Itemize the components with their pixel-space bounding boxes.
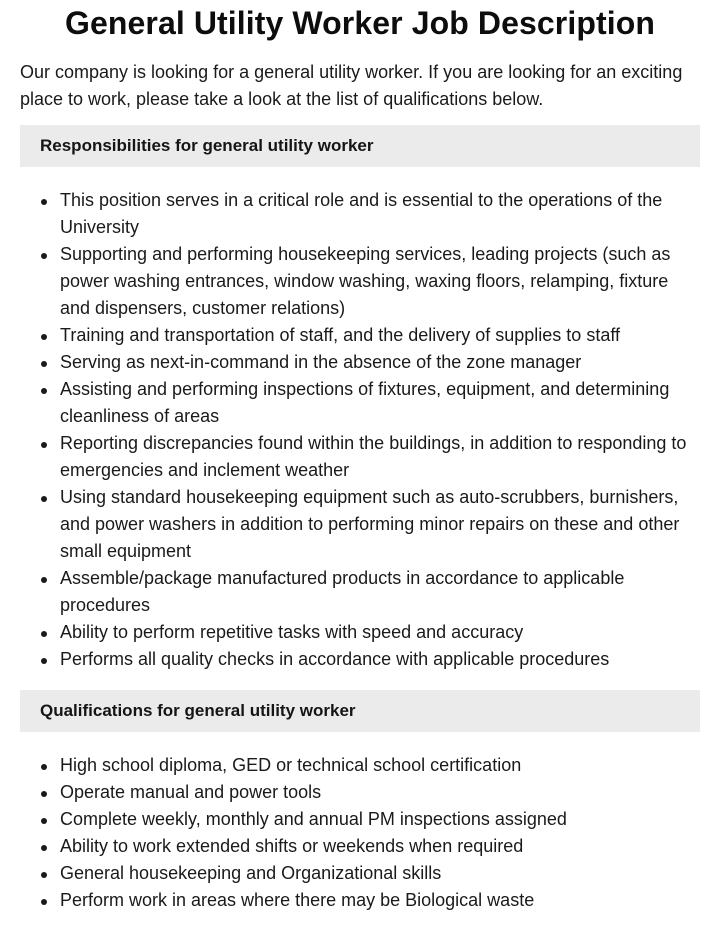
bullet-icon xyxy=(41,631,47,637)
bullet-icon xyxy=(41,253,47,259)
qualifications-list xyxy=(20,752,700,914)
list-item-text: High school diploma, GED or technical school certification xyxy=(60,755,522,775)
qualifications-heading: Qualifications for general utility worker xyxy=(20,690,700,732)
bullet-icon xyxy=(41,658,47,664)
list-item-text: Ability to work extended shifts or weekends when required xyxy=(60,836,524,856)
intro-paragraph: Our company is looking for a general utility worker. If you are looking for an exciting place to work, please take a look at the list of qualifications below. xyxy=(20,62,683,109)
page-title: General Utility Worker Job Description xyxy=(64,5,656,41)
bullet-icon xyxy=(41,845,47,851)
list-item xyxy=(20,484,700,565)
list-item-text: This position serves in a critical role and is essential to the operations of the University xyxy=(60,190,663,237)
bullet-icon xyxy=(41,496,47,502)
list-item-text: Ability to perform repetitive tasks with speed and accuracy xyxy=(60,622,524,642)
bullet-icon xyxy=(41,818,47,824)
list-item-text: Supporting and performing housekeeping services, leading projects (such as power washing entrances, window washing, waxing floors, relamping, fixture and dispensers, customer relations) xyxy=(60,244,671,318)
list-item-text: Using standard housekeeping equipment such as auto-scrubbers, burnishers, and power washers in addition to performing minor repairs on these and other small equipment xyxy=(60,487,680,561)
list-item xyxy=(20,322,700,349)
list-item xyxy=(20,833,700,860)
list-item-text: General housekeeping and Organizational skills xyxy=(60,863,442,883)
list-item-text: Complete weekly, monthly and annual PM inspections assigned xyxy=(60,809,567,829)
list-item-text: Operate manual and power tools xyxy=(60,782,322,802)
list-item xyxy=(20,565,700,619)
list-item xyxy=(20,752,700,779)
bullet-icon xyxy=(41,872,47,878)
list-item xyxy=(20,619,700,646)
list-item-text: Assisting and performing inspections of fixtures, equipment, and determining cleanliness of areas xyxy=(60,379,670,426)
list-item-text: Perform work in areas where there may be Biological waste xyxy=(60,890,535,910)
bullet-icon xyxy=(41,388,47,394)
list-item xyxy=(20,646,700,673)
bullet-icon xyxy=(41,199,47,205)
list-item xyxy=(20,349,700,376)
bullet-icon xyxy=(41,577,47,583)
bullet-icon xyxy=(41,361,47,367)
list-item xyxy=(20,376,700,430)
list-item xyxy=(20,187,700,241)
responsibilities-list xyxy=(20,187,700,673)
list-item xyxy=(20,806,700,833)
list-item xyxy=(20,779,700,806)
list-item-text: Training and transportation of staff, and the delivery of supplies to staff xyxy=(60,325,621,345)
list-item-text: Serving as next-in-command in the absence of the zone manager xyxy=(60,352,582,372)
bullet-icon xyxy=(41,334,47,340)
list-item xyxy=(20,860,700,887)
bullet-icon xyxy=(41,899,47,905)
list-item-text: Performs all quality checks in accordance with applicable procedures xyxy=(60,649,610,669)
responsibilities-heading: Responsibilities for general utility worker xyxy=(20,125,700,167)
list-item-text: Assemble/package manufactured products in accordance to applicable procedures xyxy=(60,568,625,615)
list-item xyxy=(20,887,700,914)
bullet-icon xyxy=(41,442,47,448)
list-item xyxy=(20,241,700,322)
bullet-icon xyxy=(41,791,47,797)
list-item-text: Reporting discrepancies found within the buildings, in addition to responding to emergencies and inclement weather xyxy=(60,433,687,480)
bullet-icon xyxy=(41,764,47,770)
list-item xyxy=(20,430,700,484)
